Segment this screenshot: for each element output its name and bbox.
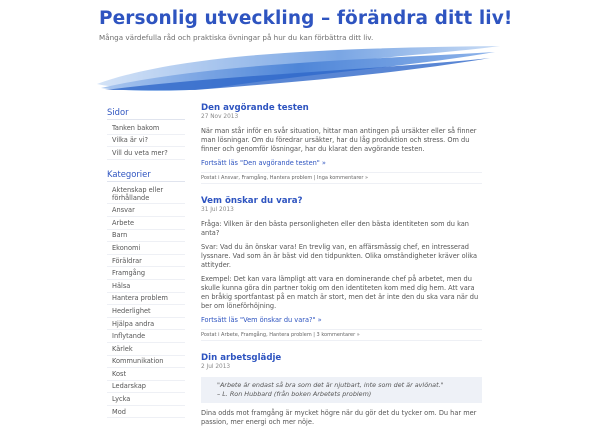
post-title-link[interactable]: Din arbetsglädje (201, 353, 282, 363)
post-paragraph: När man står inför en svår situation, hittar man antingen på ursäkter eller så finner man lösningar. Om du föredrar ursäkter, har du låg produktion och stress. Om du finner och genomför lösningar, har du klarat den avgörande testen. (201, 127, 477, 153)
post-body (201, 409, 482, 427)
sidebar-pages-heading: Sidor (107, 107, 185, 120)
pages-list (107, 122, 185, 160)
blog-post (201, 196, 482, 341)
header-swoosh-graphic (95, 44, 505, 92)
blog-post (201, 103, 482, 184)
read-more-link[interactable]: Fortsätt läs "Vem önskar du vara?" » (201, 316, 322, 324)
category-link[interactable]: Kommunikation (107, 356, 185, 369)
read-more-link[interactable]: Fortsätt läs "Den avgörande testen" » (201, 159, 326, 167)
sidebar-categories-heading: Kategorier (107, 169, 185, 182)
category-link[interactable]: Ekonomi (107, 242, 185, 255)
main-content (201, 103, 482, 439)
sidebar-page-link[interactable]: Tanken bakom (107, 122, 185, 135)
site-title[interactable]: Personlig utveckling – förändra ditt liv! (99, 8, 513, 29)
post-body (201, 127, 482, 154)
category-link[interactable]: Barn (107, 230, 185, 243)
category-link[interactable]: Hantera problem (107, 293, 185, 306)
sidebar (107, 107, 185, 418)
post-paragraph: Dina odds mot framgång är mycket högre när du gör det du tycker om. Du har mer passion, mer energi och mer nöje. (201, 409, 477, 426)
category-link[interactable]: Aktenskap eller förhållande (107, 184, 185, 205)
category-link[interactable]: Framgång (107, 267, 185, 280)
sidebar-page-link[interactable]: Vill du veta mer? (107, 147, 185, 160)
post-body (201, 220, 482, 311)
quote-attribution: – L. Ron Hubbard (från boken Arbetets problem) (217, 390, 372, 398)
category-link[interactable]: Hederlighet (107, 305, 185, 318)
site-description: Många värdefulla råd och praktiska övningar på hur du kan förbättra ditt liv. (99, 33, 374, 42)
quote-text: "Arbete är endast så bra som det är njutbart, inte som det är avlönat." (217, 381, 444, 389)
category-link[interactable]: Kärlek (107, 343, 185, 356)
sidebar-page-link[interactable]: Vilka är vi? (107, 135, 185, 148)
category-link[interactable]: Ansvar (107, 204, 185, 217)
post-paragraph: Svar: Vad du än önskar vara! En trevlig van, en affärsmässig chef, en intresserad lyssnare. Vad som än är bäst vid den tidpunkten. Olika omständigheter kräver olika attityder. (201, 243, 478, 269)
category-link[interactable]: Mod (107, 406, 185, 419)
category-link[interactable]: Hjälpa andra (107, 318, 185, 331)
categories-list (107, 184, 185, 419)
post-meta[interactable]: Postat i Ansvar, Framgång, Hantera problem | Inga kommentarer » (201, 172, 482, 184)
post-paragraph: Fråga: Vilken är den bästa personligheten eller den bästa identiteten som du kan anta? (201, 220, 469, 237)
category-link[interactable]: Föräldrar (107, 255, 185, 268)
category-link[interactable]: Hälsa (107, 280, 185, 293)
post-date: 27 Nov 2013 (201, 114, 239, 120)
category-link[interactable]: Ledarskap (107, 381, 185, 394)
post-date: 2 Jul 2013 (201, 364, 231, 370)
post-title-link[interactable]: Den avgörande testen (201, 103, 309, 113)
post-date: 31 Jul 2013 (201, 207, 234, 213)
category-link[interactable]: Arbete (107, 217, 185, 230)
blog-post (201, 353, 482, 427)
category-link[interactable]: Inflytande (107, 330, 185, 343)
category-link[interactable]: Kost (107, 368, 185, 381)
blockquote (201, 377, 482, 403)
post-title-link[interactable]: Vem önskar du vara? (201, 196, 303, 206)
category-link[interactable]: Lycka (107, 393, 185, 406)
post-paragraph: Exempel: Det kan vara lämpligt att vara en dominerande chef på arbetet, men du skulle kunna göra din partner tokig om den identiteten kom med dig hem. Att vara en bråkig sportfantast på en match är stort, men det är inte den du ska vara när du ber om löneförhöjning. (201, 275, 479, 310)
post-meta[interactable]: Postat i Arbete, Framgång, Hantera problem | 3 kommentarer » (201, 329, 482, 341)
